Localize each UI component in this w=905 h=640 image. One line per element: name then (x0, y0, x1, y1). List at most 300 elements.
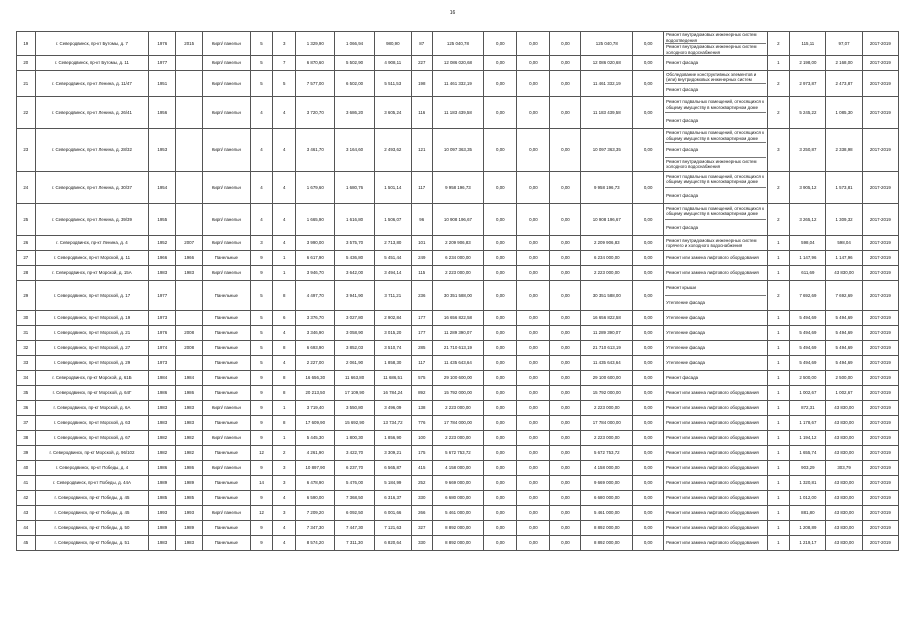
floors-cell: 9 (250, 460, 273, 475)
works-cell (664, 129, 767, 172)
build-year-cell: 1985 (149, 490, 176, 505)
federal-funds-cell: 0,00 (484, 475, 517, 490)
work-item: Ремонт или замена лифтового оборудования (666, 435, 759, 441)
works-cell (664, 250, 767, 265)
regional-funds-cell: 0,00 (517, 490, 550, 505)
max-unit-cost-cell: 5 494,69 (826, 325, 862, 340)
repair-year-cell: 1982 (176, 430, 203, 445)
planned-period-cell: 2017-2019 (862, 32, 898, 56)
residents-cell: 285 (411, 340, 432, 355)
planned-period-cell: 2017-2019 (862, 250, 898, 265)
work-item: Ремонт фасада (665, 143, 765, 157)
municipal-funds-cell: 0,00 (550, 460, 581, 475)
living-area-cell: 3 550,80 (335, 400, 374, 415)
owner-funds-cell: 9 669 000,00 (581, 475, 633, 490)
municipal-funds-cell: 0,00 (550, 340, 581, 355)
repair-year-cell: 1983 (176, 400, 203, 415)
unit-cost-cell: 3 250,87 (790, 129, 826, 172)
work-item: Ремонт подвальных помещений, относящихся к общему имуществу в многоквартирном доме (665, 97, 765, 113)
works-cell (664, 520, 767, 535)
work-item: Обследование конструктивных элементов и (или) внутридомовых инженерных систем (665, 71, 765, 84)
total-area-cell: 4 497,70 (296, 280, 335, 310)
federal-funds-cell: 0,00 (484, 505, 517, 520)
federal-funds-cell: 0,00 (484, 385, 517, 400)
federal-funds-cell: 0,00 (484, 325, 517, 340)
floors-cell: 5 (250, 340, 273, 355)
floors-cell: 9 (250, 400, 273, 415)
work-count-cell: 1 (767, 250, 790, 265)
owner-funds-cell: 5 461 000,00 (581, 505, 633, 520)
regional-funds-cell: 0,00 (517, 129, 550, 172)
row-number-cell: 19 (17, 32, 36, 56)
work-count-cell: 1 (767, 370, 790, 385)
municipal-funds-cell: 0,00 (550, 490, 581, 505)
owned-area-cell: 5 184,99 (374, 475, 411, 490)
row-number-cell: 20 (17, 56, 36, 71)
repair-year-cell: 1983 (176, 415, 203, 430)
entrances-cell: 1 (273, 400, 296, 415)
work-item: Ремонт или замена лифтового оборудования (666, 525, 759, 531)
table-row (17, 475, 899, 490)
entrances-cell: 4 (273, 97, 296, 129)
repair-year-cell (176, 97, 203, 129)
wall-material-cell: Панельные (203, 355, 251, 370)
row-number-cell: 22 (17, 97, 36, 129)
total-area-cell: 7 209,20 (296, 505, 335, 520)
living-area-cell: 6 502,00 (335, 71, 374, 97)
living-area-cell: 3 575,70 (335, 235, 374, 250)
owned-area-cell: 3 510,74 (374, 340, 411, 355)
owned-area-cell: 7 121,63 (374, 520, 411, 535)
unit-cost-cell: 598,04 (790, 235, 826, 250)
repair-year-cell: 1993 (176, 505, 203, 520)
other-funds-cell: 0,00 (633, 475, 664, 490)
federal-funds-cell: 0,00 (484, 430, 517, 445)
owned-area-cell: 2 902,84 (374, 310, 411, 325)
federal-funds-cell: 0,00 (484, 32, 517, 56)
wall-material-cell: Панельные (203, 250, 251, 265)
repair-year-cell (176, 355, 203, 370)
work-count-cell: 2 (767, 97, 790, 129)
build-year-cell: 1983 (149, 535, 176, 550)
unit-cost-cell: 1 219,17 (790, 535, 826, 550)
municipal-funds-cell: 0,00 (550, 265, 581, 280)
unit-cost-cell: 881,80 (790, 505, 826, 520)
other-funds-cell: 0,00 (633, 280, 664, 310)
floors-cell: 12 (250, 445, 273, 460)
planned-period-cell: 2017-2019 (862, 355, 898, 370)
address-cell: г. Северодвинск, пр-кт Победы, д. 50 (35, 520, 149, 535)
regional-funds-cell: 0,00 (517, 171, 550, 203)
regional-funds-cell: 0,00 (517, 430, 550, 445)
total-area-cell: 1 679,60 (296, 171, 335, 203)
owner-funds-cell: 2 223 000,00 (581, 430, 633, 445)
works-cell (664, 400, 767, 415)
repair-year-cell (176, 129, 203, 172)
owned-area-cell: 5 511,53 (374, 71, 411, 97)
municipal-funds-cell: 0,00 (550, 235, 581, 250)
other-funds-cell: 0,00 (633, 535, 664, 550)
unit-cost-cell: 2 198,00 (790, 56, 826, 71)
planned-period-cell: 2017-2019 (862, 445, 898, 460)
work-count-cell: 1 (767, 355, 790, 370)
owner-funds-cell: 11 183 439,58 (581, 97, 633, 129)
work-item: Ремонт или замена лифтового оборудования (666, 510, 759, 516)
entrances-cell: 8 (273, 370, 296, 385)
unit-cost-cell: 3 265,12 (790, 203, 826, 235)
residents-cell: 177 (411, 325, 432, 340)
table-row (17, 340, 899, 355)
other-funds-cell: 0,00 (633, 97, 664, 129)
row-number-cell: 42 (17, 490, 36, 505)
address-cell: г. Северодвинск, пр-кт Морской, д. 17 (35, 280, 149, 310)
repair-year-cell: 2008 (176, 325, 203, 340)
owned-area-cell: 3 496,09 (374, 400, 411, 415)
work-item: Ремонт внутридомовых инженерных систем горячего и холодного водоснабжения (666, 237, 757, 248)
build-year-cell: 1976 (149, 325, 176, 340)
work-count-cell: 1 (767, 56, 790, 71)
residents-cell: 776 (411, 415, 432, 430)
planned-period-cell: 2017-2019 (862, 265, 898, 280)
row-number-cell: 27 (17, 250, 36, 265)
address-cell: г. Северодвинск, пр-кт Победы, д. 4 (35, 460, 149, 475)
build-year-cell: 1986 (149, 385, 176, 400)
row-number-cell: 32 (17, 340, 36, 355)
regional-funds-cell: 0,00 (517, 32, 550, 56)
owner-funds-cell: 29 100 600,00 (581, 370, 633, 385)
address-cell: г. Северодвинск, пр-кт Ленина, д. 11/47 (35, 71, 149, 97)
other-funds-cell: 0,00 (633, 129, 664, 172)
total-area-cell: 16 656,30 (296, 370, 335, 385)
wall-material-cell: Кирп/ панельн (203, 32, 251, 56)
max-unit-cost-cell: 1 309,32 (826, 203, 862, 235)
total-area-cell: 7 347,30 (296, 520, 335, 535)
repair-year-cell: 1983 (176, 265, 203, 280)
owned-area-cell: 3 015,20 (374, 325, 411, 340)
floors-cell: 9 (250, 250, 273, 265)
table-row (17, 129, 899, 172)
address-cell: г. Северодвинск, пр-кт Бутомы, д. 11 (35, 56, 149, 71)
table-row (17, 310, 899, 325)
regional-funds-cell: 0,00 (517, 535, 550, 550)
planned-period-cell: 2017-2019 (862, 460, 898, 475)
federal-funds-cell: 0,00 (484, 415, 517, 430)
planned-period-cell: 2017-2019 (862, 310, 898, 325)
living-area-cell: 1 800,30 (335, 430, 374, 445)
total-area-cell: 7 577,00 (296, 71, 335, 97)
total-area-cell: 6 590,00 (296, 490, 335, 505)
regional-funds-cell: 0,00 (517, 370, 550, 385)
residents-cell: 117 (411, 171, 432, 203)
address-cell: г. Северодвинск, пр-кт Победы, д. 44А (35, 475, 149, 490)
entrances-cell: 1 (273, 265, 296, 280)
build-year-cell: 1955 (149, 203, 176, 235)
total-cost-cell: 17 784 000,00 (432, 415, 484, 430)
total-cost-cell: 2 223 000,00 (432, 265, 484, 280)
max-unit-cost-cell: 43 830,00 (826, 505, 862, 520)
works-cell (664, 32, 767, 56)
build-year-cell: 1986 (149, 460, 176, 475)
owned-area-cell: 13 734,72 (374, 415, 411, 430)
table-row (17, 415, 899, 430)
entrances-cell: 5 (273, 71, 296, 97)
max-unit-cost-cell: 5 494,69 (826, 310, 862, 325)
municipal-funds-cell: 0,00 (550, 250, 581, 265)
regional-funds-cell: 0,00 (517, 460, 550, 475)
table-row (17, 280, 899, 310)
wall-material-cell: Панельные (203, 370, 251, 385)
residents-cell: 101 (411, 235, 432, 250)
entrances-cell: 8 (273, 280, 296, 310)
municipal-funds-cell: 0,00 (550, 370, 581, 385)
municipal-funds-cell: 0,00 (550, 415, 581, 430)
wall-material-cell: Панельные (203, 445, 251, 460)
work-count-cell: 2 (767, 203, 790, 235)
address-cell: г. Северодвинск, пр-кт Морской, д. 96/102 (35, 445, 149, 460)
build-year-cell: 1951 (149, 71, 176, 97)
address-cell: г. Северодвинск, пр-кт Морской, д. 19 (35, 310, 149, 325)
repair-year-cell: 1986 (176, 460, 203, 475)
row-number-cell: 40 (17, 460, 36, 475)
repair-year-cell (176, 71, 203, 97)
planned-period-cell: 2017-2019 (862, 280, 898, 310)
owned-area-cell: 1 858,30 (374, 355, 411, 370)
repair-year-cell: 2008 (176, 340, 203, 355)
max-unit-cost-cell: 1 573,81 (826, 171, 862, 203)
works-cell (664, 325, 767, 340)
build-year-cell: 1993 (149, 505, 176, 520)
federal-funds-cell: 0,00 (484, 310, 517, 325)
wall-material-cell: Панельные (203, 340, 251, 355)
build-year-cell: 1983 (149, 265, 176, 280)
living-area-cell: 7 311,30 (335, 535, 374, 550)
entrances-cell: 4 (273, 203, 296, 235)
wall-material-cell: Панельные (203, 535, 251, 550)
regional-funds-cell: 0,00 (517, 445, 550, 460)
other-funds-cell: 0,00 (633, 325, 664, 340)
total-area-cell: 20 213,50 (296, 385, 335, 400)
municipal-funds-cell: 0,00 (550, 56, 581, 71)
other-funds-cell: 0,00 (633, 370, 664, 385)
floors-cell: 4 (250, 171, 273, 203)
owned-area-cell: 6 820,64 (374, 535, 411, 550)
build-year-cell: 1977 (149, 56, 176, 71)
owned-area-cell: 1 501,14 (374, 171, 411, 203)
total-cost-cell: 2 223 000,00 (432, 430, 484, 445)
row-number-cell: 36 (17, 400, 36, 415)
total-cost-cell: 15 792 000,00 (432, 385, 484, 400)
owner-funds-cell: 6 234 000,00 (581, 250, 633, 265)
table-row (17, 71, 899, 97)
total-cost-cell: 16 656 822,58 (432, 310, 484, 325)
wall-material-cell: Кирп/ панельн (203, 203, 251, 235)
max-unit-cost-cell: 598,04 (826, 235, 862, 250)
work-count-cell: 1 (767, 460, 790, 475)
total-cost-cell: 11 289 390,07 (432, 325, 484, 340)
works-cell (664, 280, 767, 310)
wall-material-cell: Кирп/ панельн (203, 400, 251, 415)
work-item: Ремонт или замена лифтового оборудования (666, 480, 759, 486)
works-cell (664, 310, 767, 325)
residents-cell: 115 (411, 265, 432, 280)
unit-cost-cell: 1 002,67 (790, 385, 826, 400)
owner-funds-cell: 125 040,78 (581, 32, 633, 56)
federal-funds-cell: 0,00 (484, 203, 517, 235)
planned-period-cell: 2017-2019 (862, 171, 898, 203)
federal-funds-cell: 0,00 (484, 370, 517, 385)
table-row (17, 520, 899, 535)
regional-funds-cell: 0,00 (517, 235, 550, 250)
table-row (17, 203, 899, 235)
entrances-cell: 3 (273, 505, 296, 520)
row-number-cell: 39 (17, 445, 36, 460)
address-cell: г. Северодвинск, пр-кт Морской, д. 64Г (35, 385, 149, 400)
unit-cost-cell: 3 905,12 (790, 171, 826, 203)
work-count-cell: 1 (767, 265, 790, 280)
row-number-cell: 31 (17, 325, 36, 340)
work-item: Утепление фасада (666, 315, 705, 321)
owner-funds-cell: 9 958 196,73 (581, 171, 633, 203)
living-area-cell: 1 066,94 (335, 32, 374, 56)
total-area-cell: 3 719,40 (296, 400, 335, 415)
municipal-funds-cell: 0,00 (550, 535, 581, 550)
works-cell (664, 415, 767, 430)
max-unit-cost-cell: 43 830,00 (826, 490, 862, 505)
living-area-cell: 3 058,90 (335, 325, 374, 340)
total-cost-cell: 4 158 000,00 (432, 460, 484, 475)
municipal-funds-cell: 0,00 (550, 475, 581, 490)
wall-material-cell: Панельные (203, 310, 251, 325)
owner-funds-cell: 5 672 753,72 (581, 445, 633, 460)
wall-material-cell: Панельные (203, 385, 251, 400)
work-item: Ремонт фасада (666, 192, 699, 198)
floors-cell: 14 (250, 475, 273, 490)
regional-funds-cell: 0,00 (517, 415, 550, 430)
work-item: Ремонт фасада (666, 224, 699, 230)
municipal-funds-cell: 0,00 (550, 400, 581, 415)
works-cell (664, 505, 767, 520)
work-item: Утепление фасада (666, 360, 705, 366)
living-area-cell: 6 237,70 (335, 460, 374, 475)
owner-funds-cell: 11 461 332,19 (581, 71, 633, 97)
wall-material-cell: Кирп/ панельн (203, 505, 251, 520)
living-area-cell: 3 642,00 (335, 265, 374, 280)
regional-funds-cell: 0,00 (517, 310, 550, 325)
address-cell: г. Северодвинск, пр-кт Морской, д. 21 (35, 325, 149, 340)
total-area-cell: 6 478,90 (296, 475, 335, 490)
municipal-funds-cell: 0,00 (550, 445, 581, 460)
build-year-cell: 1966 (149, 250, 176, 265)
table-row (17, 445, 899, 460)
work-item: Ремонт подвальных помещений, относящихся к общему имуществу в многоквартирном доме (665, 172, 765, 188)
planned-period-cell: 2017-2019 (862, 325, 898, 340)
total-cost-cell: 11 435 643,64 (432, 355, 484, 370)
other-funds-cell: 0,00 (633, 171, 664, 203)
other-funds-cell: 0,00 (633, 250, 664, 265)
regional-funds-cell: 0,00 (517, 325, 550, 340)
planned-period-cell: 2017-2019 (862, 385, 898, 400)
wall-material-cell: Кирп/ панельн (203, 430, 251, 445)
owned-area-cell: 3 494,14 (374, 265, 411, 280)
municipal-funds-cell: 0,00 (550, 129, 581, 172)
total-area-cell: 10 897,90 (296, 460, 335, 475)
regional-funds-cell: 0,00 (517, 71, 550, 97)
build-year-cell: 1976 (149, 32, 176, 56)
table-row (17, 56, 899, 71)
work-item: Ремонт или замена лифтового оборудования (666, 420, 759, 426)
max-unit-cost-cell: 43 830,00 (826, 265, 862, 280)
total-area-cell: 17 609,90 (296, 415, 335, 430)
total-cost-cell: 11 183 439,58 (432, 97, 484, 129)
regional-funds-cell: 0,00 (517, 280, 550, 310)
total-area-cell: 2 227,00 (296, 355, 335, 370)
max-unit-cost-cell: 1 085,30 (826, 97, 862, 129)
works-cell (664, 445, 767, 460)
floors-cell: 9 (250, 430, 273, 445)
unit-cost-cell: 115,11 (790, 32, 826, 56)
work-count-cell: 1 (767, 430, 790, 445)
row-number-cell: 26 (17, 235, 36, 250)
row-number-cell: 21 (17, 71, 36, 97)
other-funds-cell: 0,00 (633, 430, 664, 445)
table-row (17, 235, 899, 250)
work-item: Ремонт подвальных помещений, относящихся к общему имуществу в многоквартирном доме (665, 204, 765, 220)
repair-year-cell: 1989 (176, 475, 203, 490)
entrances-cell: 4 (273, 535, 296, 550)
residents-cell: 198 (411, 71, 432, 97)
municipal-funds-cell: 0,00 (550, 325, 581, 340)
owner-funds-cell: 2 223 000,00 (581, 400, 633, 415)
other-funds-cell: 0,00 (633, 415, 664, 430)
table-row (17, 535, 899, 550)
row-number-cell: 35 (17, 385, 36, 400)
owned-area-cell: 1 856,90 (374, 430, 411, 445)
planned-period-cell: 2017-2019 (862, 430, 898, 445)
page-number: 16 (449, 10, 456, 16)
entrances-cell: 4 (273, 355, 296, 370)
residents-cell: 121 (411, 129, 432, 172)
works-cell (664, 370, 767, 385)
row-number-cell: 44 (17, 520, 36, 535)
work-item: Ремонт внутридомовых инженерных систем водоотведения (665, 32, 765, 44)
living-area-cell: 11 663,80 (335, 370, 374, 385)
repair-year-cell (176, 310, 203, 325)
entrances-cell: 6 (273, 310, 296, 325)
works-cell (664, 460, 767, 475)
max-unit-cost-cell: 43 830,00 (826, 415, 862, 430)
works-cell (664, 71, 767, 97)
work-count-cell: 2 (767, 32, 790, 56)
unit-cost-cell: 5 494,69 (790, 340, 826, 355)
floors-cell: 12 (250, 505, 273, 520)
other-funds-cell: 0,00 (633, 203, 664, 235)
living-area-cell: 1 616,80 (335, 203, 374, 235)
table-row (17, 505, 899, 520)
other-funds-cell: 0,00 (633, 355, 664, 370)
unit-cost-cell: 1 147,96 (790, 250, 826, 265)
planned-period-cell: 2017-2019 (862, 203, 898, 235)
row-number-cell: 43 (17, 505, 36, 520)
federal-funds-cell: 0,00 (484, 445, 517, 460)
table-row (17, 325, 899, 340)
federal-funds-cell: 0,00 (484, 400, 517, 415)
max-unit-cost-cell: 43 830,00 (826, 400, 862, 415)
residents-cell: 415 (411, 460, 432, 475)
total-area-cell: 3 376,70 (296, 310, 335, 325)
build-year-cell: 1983 (149, 415, 176, 430)
planned-period-cell: 2017-2019 (862, 490, 898, 505)
table-row (17, 430, 899, 445)
